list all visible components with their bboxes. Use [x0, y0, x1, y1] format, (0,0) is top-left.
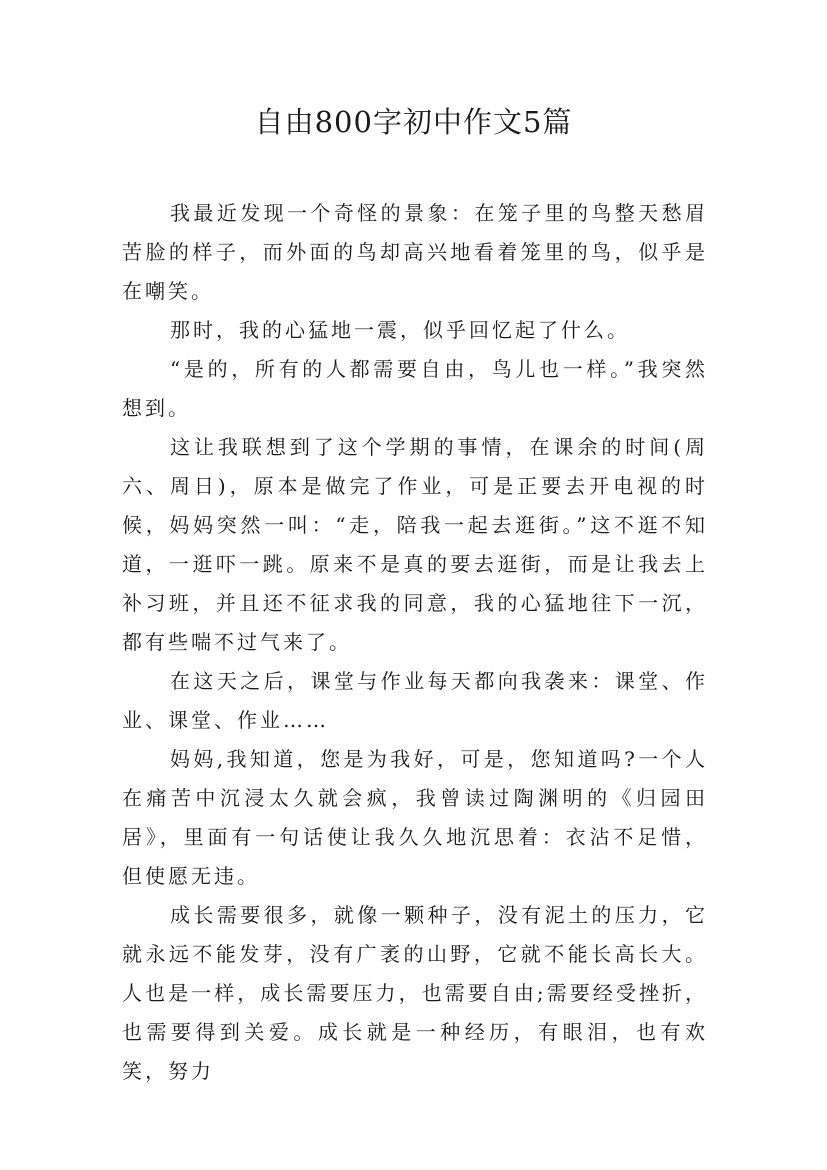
paragraph-4: 这让我联想到了这个学期的事情，在课余的时间(周六、周日)，原本是做完了作业，可是正要去开电视的时候，妈妈突然一叫：“走，陪我一起去逛街。”这不逛不知道，一逛吓一跳。原来不是真的要去逛街，而是让我去上补习班，并且还不征求我的同意，我的心猛地往下一沉，都有些喘不过气来了。 [122, 435, 708, 654]
paragraph-1: 我最近发现一个奇怪的景象：在笼子里的鸟整天愁眉苦脸的样子，而外面的鸟却高兴地看着笼里的鸟，似乎是在嘲笑。 [122, 201, 708, 303]
paragraph-5: 在这天之后，课堂与作业每天都向我袭来：课堂、作业、课堂、作业…… [122, 669, 708, 732]
document-body [122, 194, 708, 1091]
paragraph-2: 那时，我的心猛地一震，似乎回忆起了什么。 [170, 318, 630, 342]
paragraph-7: 成长需要很多，就像一颗种子，没有泥土的压力，它就永远不能发芽，没有广袤的山野，它就不能长高长大。人也是一样，成长需要压力，也需要自由;需要经受挫折，也需要得到关爱。成长就是一种经历，有眼泪，也有欢笑，努力 [122, 903, 708, 1083]
paragraph-3: “是的，所有的人都需要自由，鸟儿也一样。”我突然想到。 [122, 357, 708, 420]
paragraph-6: 妈妈,我知道，您是为我好，可是，您知道吗?一个人在痛苦中沉浸太久就会疯，我曾读过陶渊明的《归园田居》，里面有一句话使让我久久地沉思着：衣沾不足惜，但使愿无违。 [122, 747, 708, 888]
document-title: 自由800字初中作文5篇 [254, 105, 573, 139]
